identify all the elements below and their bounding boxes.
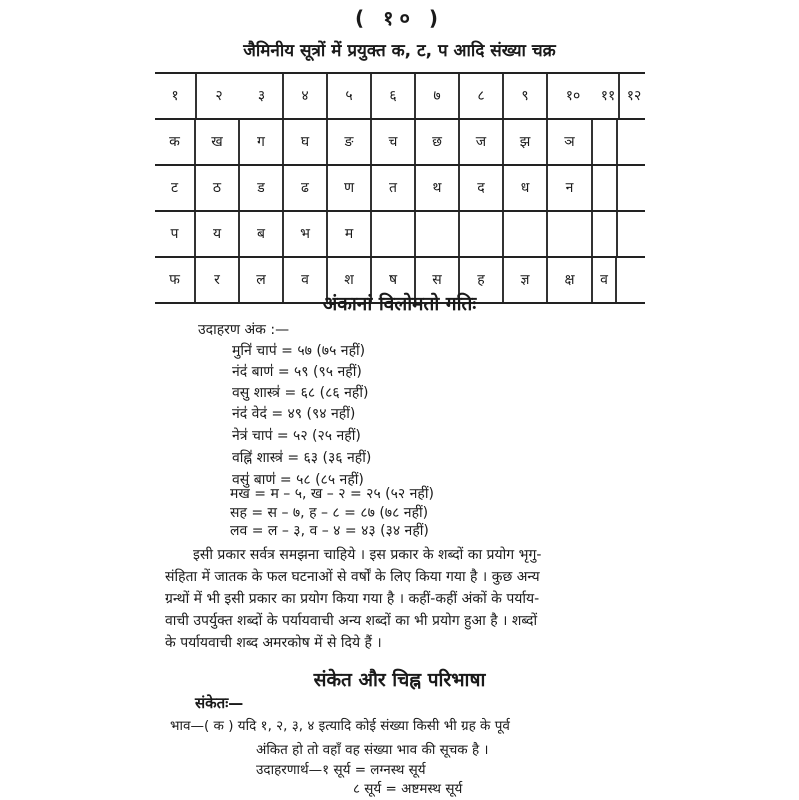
- table-cell: ६: [372, 74, 416, 118]
- bhava-definition-cont: अंकित हो तो वहाँ वह संख्या भाव की सूचक है ।: [256, 742, 489, 758]
- example-sun-eighth: ८ सूर्य = अष्टमस्थ सूर्य: [353, 781, 463, 797]
- bhava-definition: भाव—( क ) यदि १, २, ३, ४ इत्यादि कोई संख्या किसी भी ग्रह के पूर्व: [170, 718, 510, 734]
- table-cell: फ: [155, 258, 196, 302]
- table-cell: [618, 212, 645, 256]
- table-header-row: [155, 72, 645, 118]
- table-cell: [416, 212, 460, 256]
- explanation-paragraph: [165, 544, 655, 654]
- table-cell: ८: [460, 74, 504, 118]
- table-cell: स: [416, 258, 460, 302]
- table-cell: ञ: [548, 120, 593, 164]
- table-cell: भ: [284, 212, 328, 256]
- section-heading-reverse-digits: अंकानां विलोमतो गतिः: [322, 293, 477, 315]
- table-cell: ष: [372, 258, 416, 302]
- page-number: ( १० ): [354, 6, 444, 30]
- table-cell: ङ: [328, 120, 372, 164]
- table-cell: [504, 212, 548, 256]
- table-cell: न: [548, 166, 593, 210]
- table-cell: ब: [240, 212, 284, 256]
- table-cell: य: [196, 212, 240, 256]
- table-cell: क: [155, 120, 196, 164]
- table-cell: छ: [416, 120, 460, 164]
- example-line: वह्नि॑ शास्त्र॑ = ६३ (३६ नहीं): [232, 450, 372, 466]
- table-cell: ज्ञ: [504, 258, 548, 302]
- table-cell: [548, 212, 593, 256]
- table-row: [155, 164, 645, 210]
- table-cell: ३: [241, 74, 284, 118]
- table-cell: ठ: [196, 166, 240, 210]
- table-cell: ५: [328, 74, 372, 118]
- table-cell: व: [284, 258, 328, 302]
- table-cell: ज: [460, 120, 504, 164]
- table-cell: र: [196, 258, 240, 302]
- table-cell: ह: [460, 258, 504, 302]
- table-cell: [593, 166, 618, 210]
- example-line: वसु शास्त्र॑ = ६८ (८६ नहीं): [232, 385, 369, 401]
- table-cell: [372, 212, 416, 256]
- paragraph-line: वाची उपर्युक्त शब्दों के पर्यायवाची अन्य शब्दों का भी प्रयोग हुआ है । शब्दों: [165, 613, 538, 629]
- table-cell: द: [460, 166, 504, 210]
- paragraph-line: संहिता में जातक के फल घटनाओं से वर्षों के लिए किया गया है । कुछ अन्य: [165, 569, 540, 585]
- table-cell: ११: [598, 74, 620, 118]
- table-cell: क्ष: [548, 258, 593, 302]
- table-cell: ध: [504, 166, 548, 210]
- example-line: लव = ल – ३, व – ४ = ४३ (३४ नहीं): [230, 523, 429, 539]
- paragraph-line: इसी प्रकार सर्वत्र समझना चाहिये । इस प्रकार के शब्दों का प्रयोग भृगु-: [193, 547, 542, 563]
- table-cell: ग: [240, 120, 284, 164]
- table-cell: ल: [240, 258, 284, 302]
- example-line: नेत्र॑ चाप॑ = ५२ (२५ नहीं): [232, 428, 361, 444]
- table-cell: झ: [504, 120, 548, 164]
- table-cell: थ: [416, 166, 460, 210]
- table-cell: १२: [626, 88, 642, 104]
- table-cell: ९: [504, 74, 548, 118]
- table-cell: त: [372, 166, 416, 210]
- table-cell: [460, 212, 504, 256]
- paragraph-line: के पर्यायवाची शब्द अमरकोष में से दिये हैं ।: [165, 635, 382, 651]
- table-cell: ख: [196, 120, 240, 164]
- table-cell: १०: [565, 88, 581, 104]
- sankhya-chakra-table: [155, 72, 645, 304]
- table-cell: च: [372, 120, 416, 164]
- table-cell: प: [155, 212, 196, 256]
- table-cell: श: [328, 258, 372, 302]
- table-cell: [618, 120, 645, 164]
- table-title: जैमिनीय सूत्रों में प्रयुक्त क, ट, प आदि संख्या चक्र: [243, 41, 556, 61]
- table-cell: ड: [240, 166, 284, 210]
- table-cell: ढ: [284, 166, 328, 210]
- table-cell: ७: [416, 74, 460, 118]
- table-cell: [593, 120, 618, 164]
- example-sun-lagna: उदाहरणार्थ—१ सूर्य = लग्नस्थ सूर्य: [256, 762, 426, 778]
- table-row: [155, 118, 645, 164]
- table-cell: [593, 212, 618, 256]
- table-cell: ४: [284, 74, 328, 118]
- table-cell: [618, 166, 645, 210]
- paragraph-line: ग्रन्थों में भी इसी प्रकार का प्रयोग किया गया है । कहीं-कहीं अंकों के पर्याय-: [165, 591, 540, 607]
- table-row: [155, 210, 645, 256]
- table-cell: व: [593, 258, 617, 302]
- example-line: नंद॑ वेद॑ = ४९ (९४ नहीं): [232, 406, 356, 422]
- table-cell: १: [155, 74, 197, 118]
- example-line: सह = स – ७, ह – ८ = ८७ (७८ नहीं): [230, 505, 429, 521]
- section-heading-symbols: संकेत और चिह्न परिभाषा: [313, 669, 486, 691]
- example-line: मख = म – ५, ख – २ = २५ (५२ नहीं): [230, 486, 434, 502]
- examples-label: उदाहरण अंक :—: [198, 322, 290, 338]
- table-cell: २: [215, 88, 223, 104]
- example-line: नंद॑ बाण॑ = ५९ (९५ नहीं): [232, 364, 362, 380]
- example-line: मुनि॑ चाप॑ = ५७ (७५ नहीं): [232, 343, 366, 359]
- table-cell: घ: [284, 120, 328, 164]
- symbols-subheading: संकेतः—: [195, 694, 244, 712]
- table-cell: म: [328, 212, 372, 256]
- table-cell: ण: [328, 166, 372, 210]
- table-cell: ट: [155, 166, 196, 210]
- example-line: वसु॑ बाण॑ = ५८ (८५ नहीं): [232, 472, 364, 488]
